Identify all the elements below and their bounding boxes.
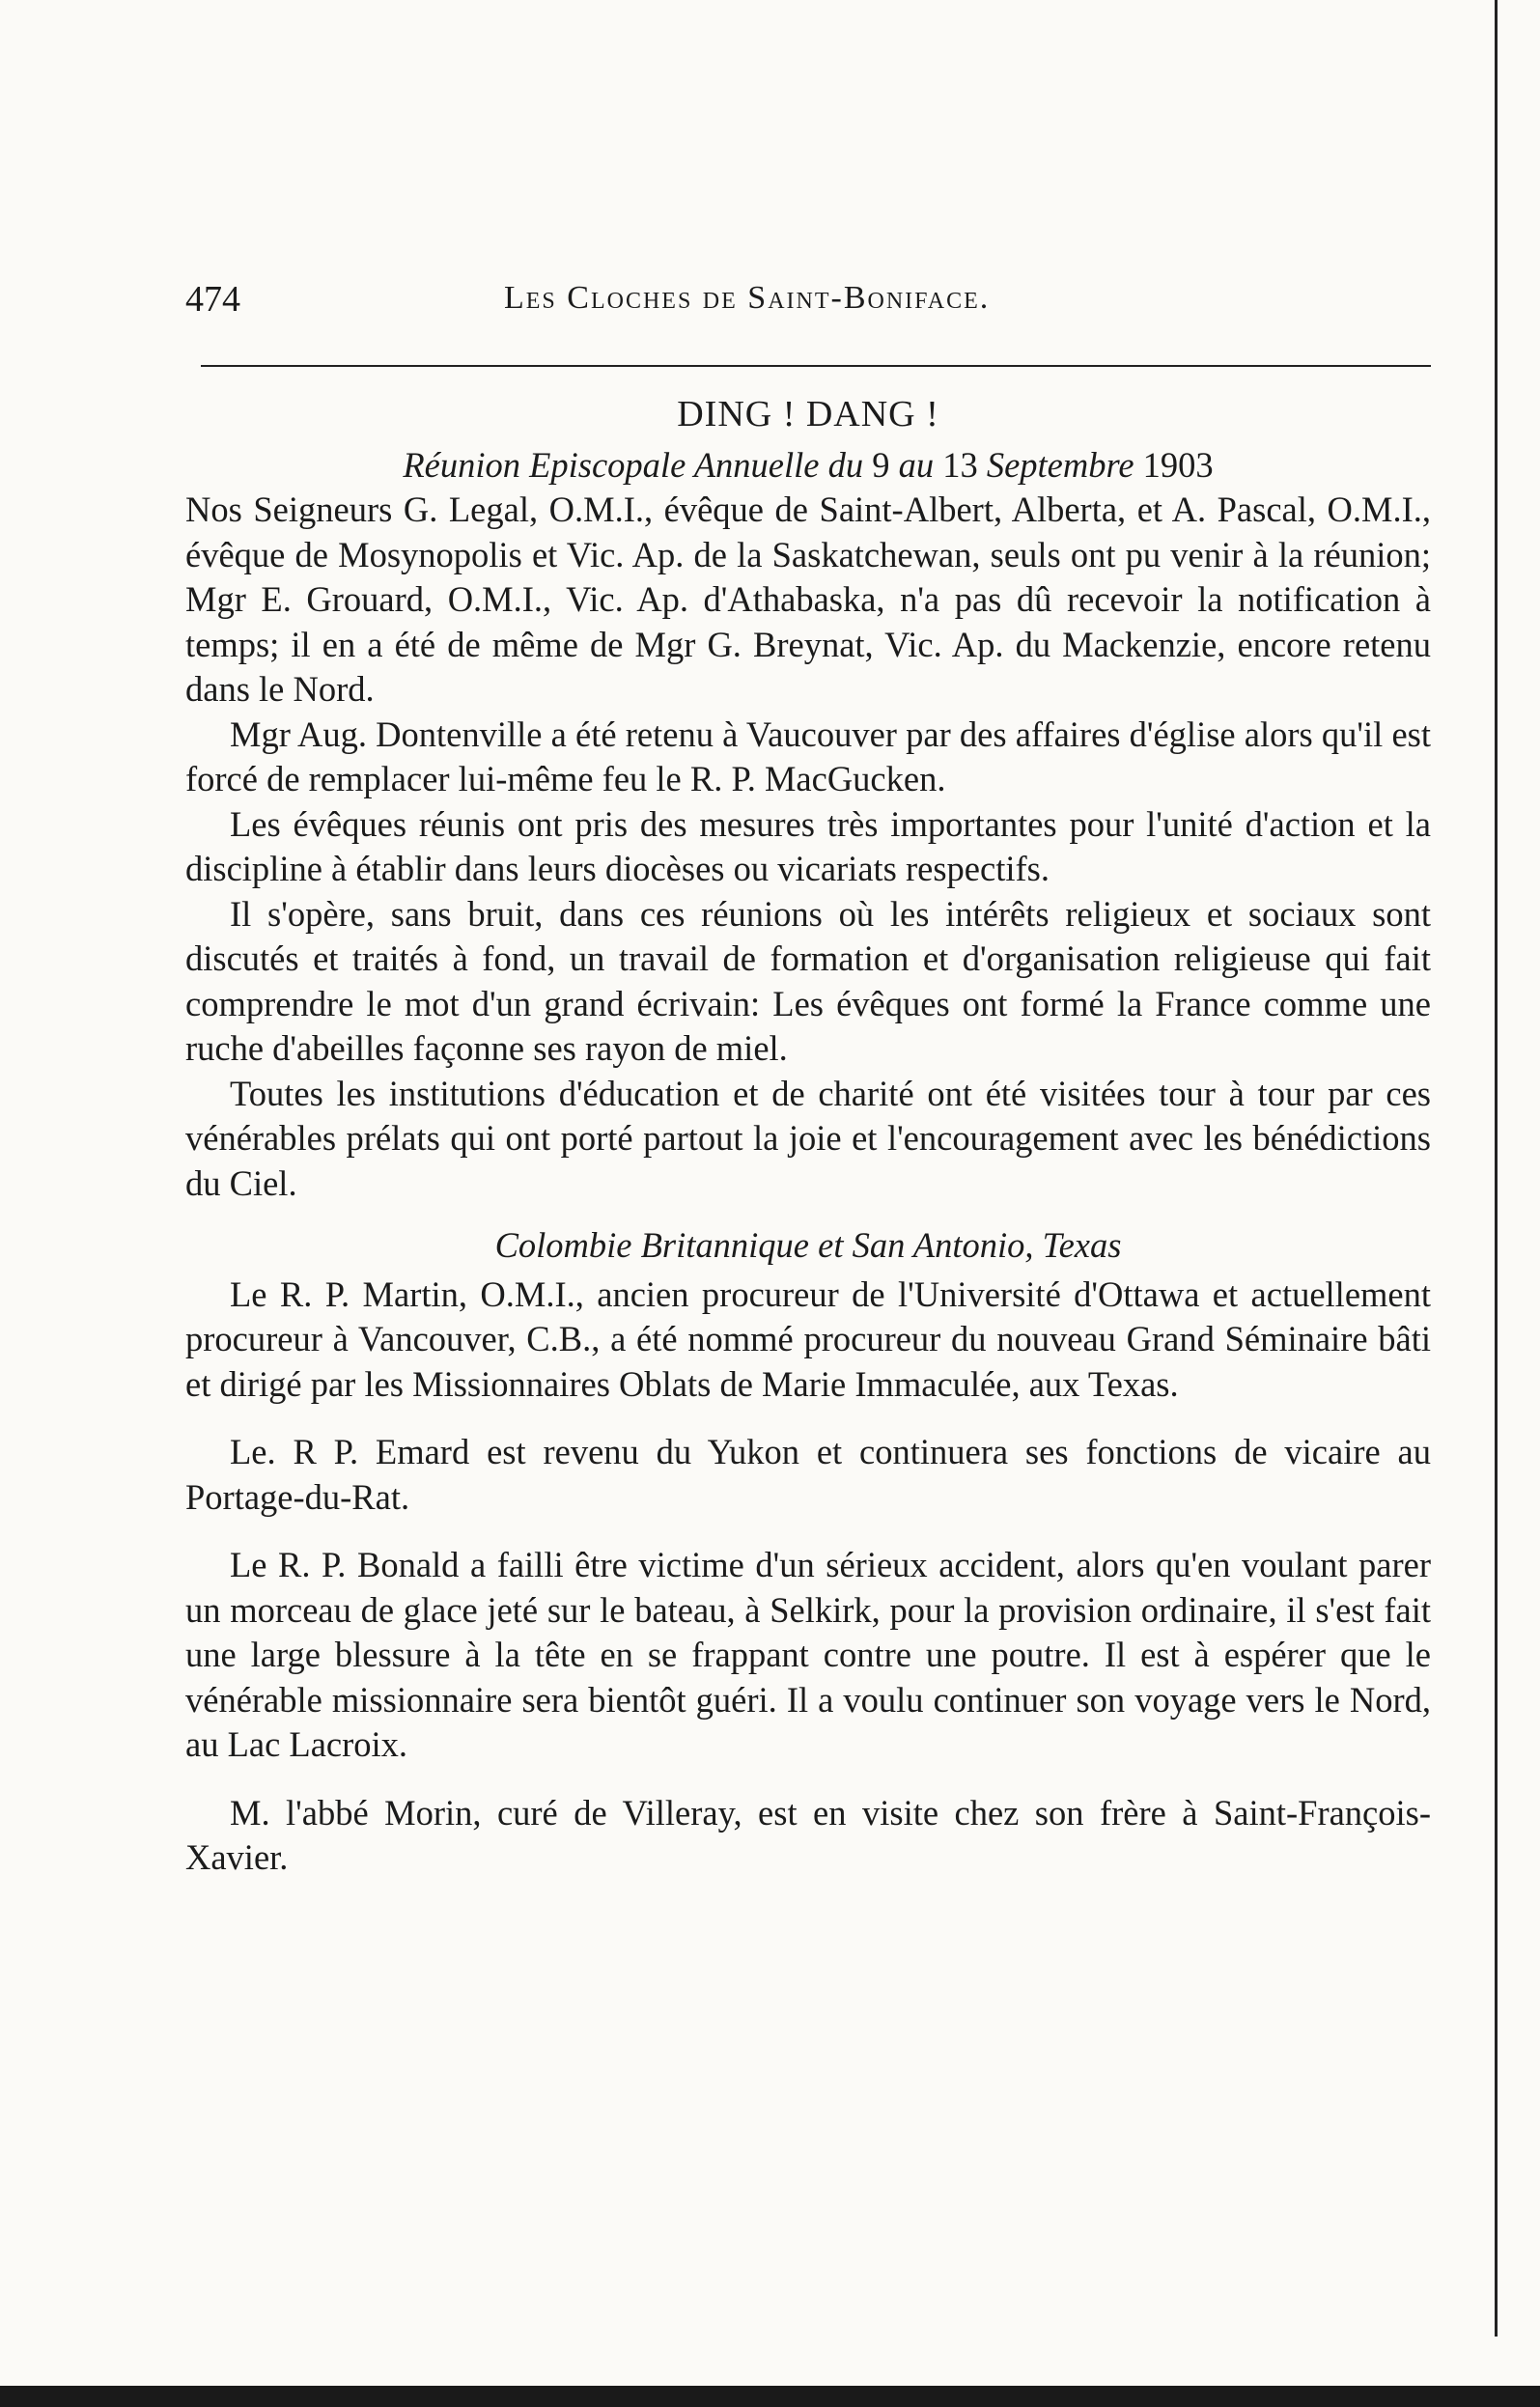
subtitle-part: 13 (942, 444, 978, 485)
subtitle-part: 1903 (1142, 444, 1214, 485)
paragraph: M. l'abbé Morin, curé de Villeray, est en visite chez son frère à Saint-François-Xavier. (185, 1792, 1431, 1877)
running-head: Les Cloches de Saint-Boniface. (504, 280, 991, 316)
subtitle-part: au (889, 444, 943, 485)
section-subtitle: Colombie Britannique et San Antonio, Texas (494, 1225, 1122, 1265)
page-header (185, 278, 1431, 332)
paragraph: Le. R P. Emard est revenu du Yukon et continuera ses fonctions de vicaire au Portage-du-Rat. (185, 1432, 1431, 1517)
subtitle-part: 9 (872, 444, 890, 485)
article-title: DING ! DANG ! (677, 394, 939, 434)
paragraph: Toutes les institutions d'éducation et de charité ont été visitées tour à tour par ces vénérables prélats qui ont porté partout la joie et l'encouragement avec les bénédictions du Ciel. (185, 1073, 1431, 1203)
page-edge-bottom (0, 2386, 1540, 2407)
subtitle-part: Réunion Episcopale Annuelle du (403, 444, 873, 485)
paragraph: Le R. P. Bonald a failli être victime d'un sérieux accident, alors qu'en voulant parer un morceau de glace jeté sur le bateau, à Selkirk, pour la provision ordinaire, il s'est fait une large blessure à la tête en se frappant contre une poutre. Il est à espérer que le vénérable missionnaire sera bientôt guéri. Il a voulu continuer son voyage vers le Nord, au Lac Lacroix. (185, 1545, 1431, 1764)
article-subtitle (185, 443, 1431, 489)
page-content (185, 392, 1431, 1881)
paragraph: Les évêques réunis ont pris des mesures très importantes pour l'unité d'action et la discipline à établir dans leurs diocèses ou vicariats respectifs. (185, 803, 1431, 888)
header-rule (201, 365, 1431, 367)
paragraph: Nos Seigneurs G. Legal, O.M.I., évêque de Saint-Albert, Alberta, et A. Pascal, O.M.I., évêque de Mosynopolis et Vic. Ap. de la Saskatchewan, seuls ont pu venir à la réunion; Mgr E. Grouard, O.M.I., Vic. Ap. d'Athabaska, n'a pas dû recevoir la notification à temps; il en a été de même de Mgr G. Breynat, Vic. Ap. du Mackenzie, encore retenu dans le Nord. (185, 490, 1431, 709)
paragraph: Il s'opère, sans bruit, dans ces réunions où les intérêts religieux et sociaux sont discutés et traités à fond, un travail de formation et d'organisation religieuse qui fait comprendre le mot d'un grand écrivain: Les évêques ont formé la France comme une ruche d'abeilles façonne ses rayon de miel. (185, 893, 1431, 1068)
paragraph: Le R. P. Martin, O.M.I., ancien procureur de l'Université d'Ottawa et actuellement procureur à Vancouver, C.B., a été nommé procureur du nouveau Grand Séminaire bâti et dirigé par les Missionnaires Oblats de Marie Immaculée, aux Texas. (185, 1273, 1431, 1404)
page-number: 474 (185, 279, 240, 320)
paragraph: Mgr Aug. Dontenville a été retenu à Vaucouver par des affaires d'église alors qu'il est forcé de remplacer lui-même feu le R. P. MacGucken. (185, 714, 1431, 798)
subtitle-part: Septembre (977, 444, 1143, 485)
page-edge-right (1495, 0, 1498, 2337)
